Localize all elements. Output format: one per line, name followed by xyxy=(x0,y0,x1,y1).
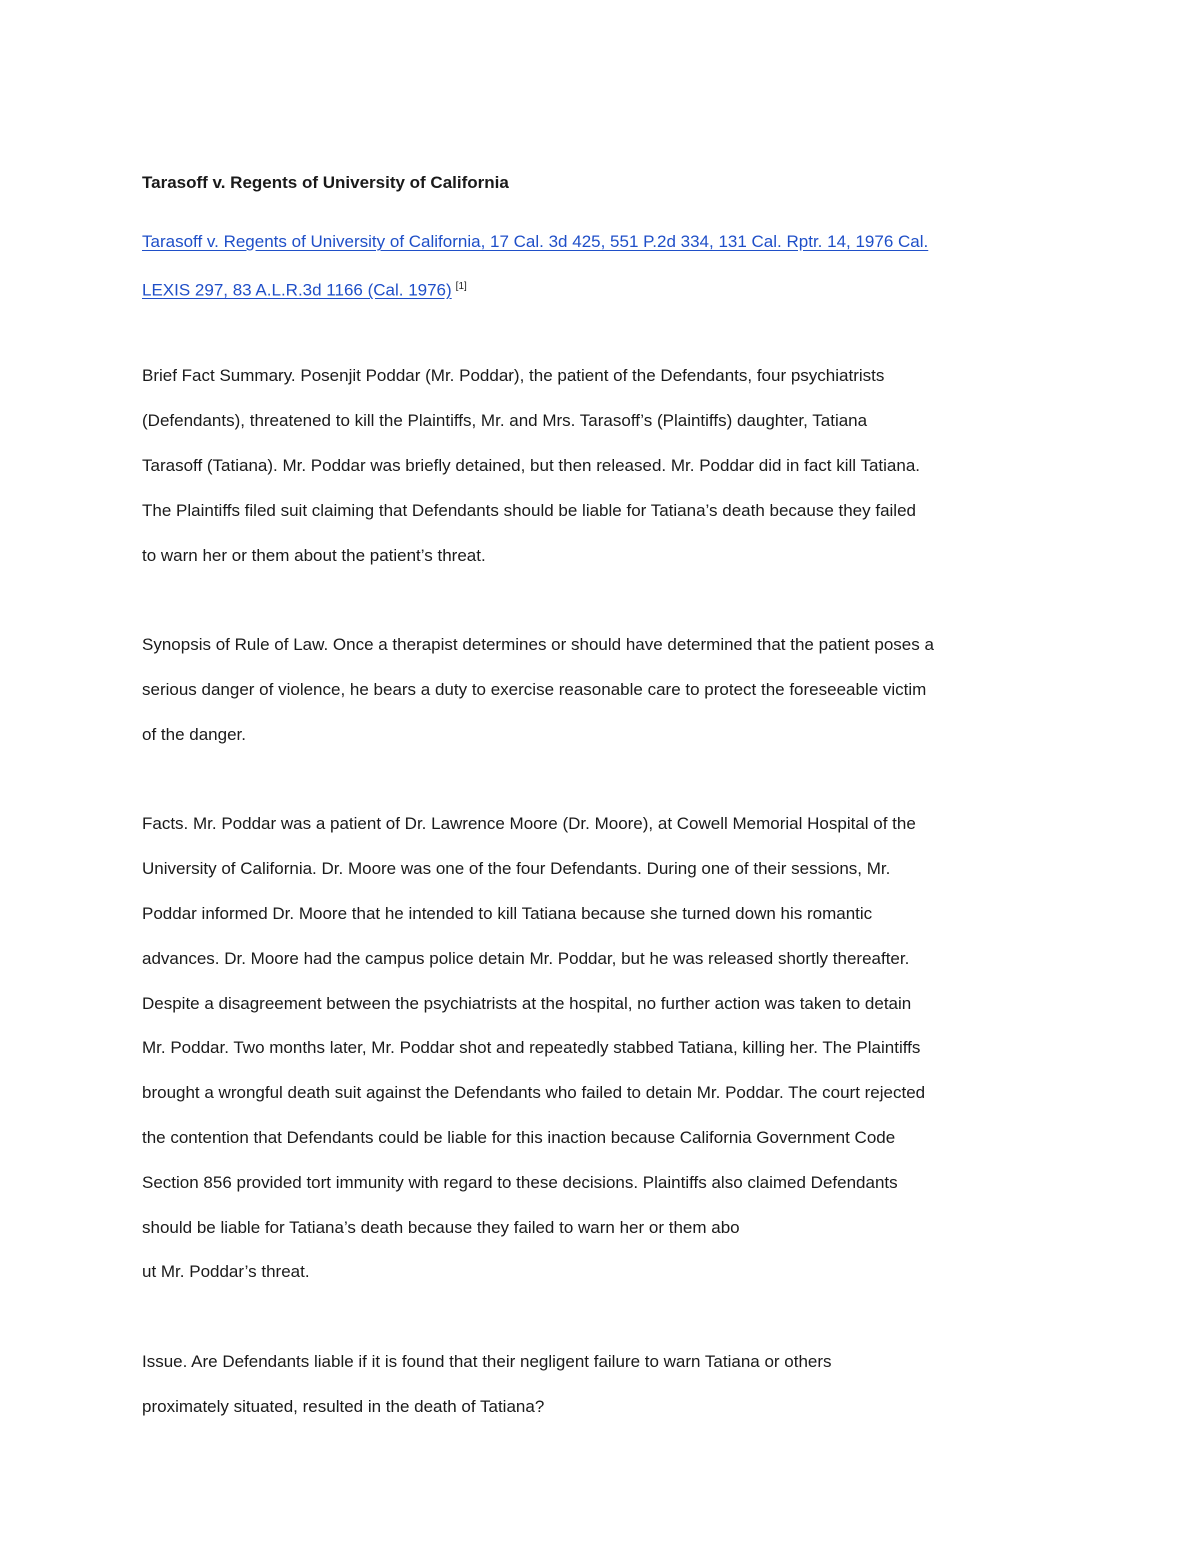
citation-line-2[interactable] xyxy=(142,265,1072,310)
facts-line: Mr. Poddar. Two months later, Mr. Poddar shot and repeatedly stabbed Tatiana, killing her. The Plaintiffs xyxy=(142,1038,921,1058)
brief-fact-summary-line: to warn her or them about the patient’s threat. xyxy=(142,545,486,565)
case-title: Tarasoff v. Regents of University of California xyxy=(142,173,509,192)
synopsis-line: Synopsis of Rule of Law. Once a therapist determines or should have determined that the patient poses a xyxy=(142,635,934,655)
brief-fact-summary-line: Tarasoff (Tatiana). Mr. Poddar was briefly detained, but then released. Mr. Poddar did in fact kill Tatiana. xyxy=(142,455,921,475)
citation-link-1[interactable]: Tarasoff v. Regents of University of California, 17 Cal. 3d 425, 551 P.2d 334, 131 Cal. Rptr. 14, 1976 Cal. xyxy=(142,232,929,251)
synopsis-line: serious danger of violence, he bears a duty to exercise reasonable care to protect the foreseeable victim xyxy=(142,679,927,699)
brief-fact-summary-paragraph xyxy=(142,354,1072,578)
citation-link-2[interactable]: LEXIS 297, 83 A.L.R.3d 1166 (Cal. 1976) xyxy=(142,280,452,300)
facts-line: Section 856 provided tort immunity with regard to these decisions. Plaintiffs also claimed Defendants xyxy=(142,1172,898,1192)
facts-line: advances. Dr. Moore had the campus police detain Mr. Poddar, but he was released shortly thereafter. xyxy=(142,948,910,968)
brief-fact-summary-line: (Defendants), threatened to kill the Plaintiffs, Mr. and Mrs. Tarasoff’s (Plaintiffs) daughter, Tatiana xyxy=(142,411,868,431)
paragraph-spacer xyxy=(142,1295,1072,1340)
facts-line: Despite a disagreement between the psychiatrists at the hospital, no further action was taken to detain xyxy=(142,993,912,1013)
footnote-marker[interactable]: [1] xyxy=(455,280,467,292)
facts-line: brought a wrongful death suit against the Defendants who failed to detain Mr. Poddar. The court rejected xyxy=(142,1083,926,1103)
synopsis-line: of the danger. xyxy=(142,724,246,744)
issue-line: proximately situated, resulted in the death of Tatiana? xyxy=(142,1396,545,1416)
facts-paragraph xyxy=(142,802,1072,1295)
facts-line: Poddar informed Dr. Moore that he intended to kill Tatiana because she turned down his romantic xyxy=(142,903,873,923)
document-body xyxy=(142,168,1072,1430)
brief-fact-summary-line: The Plaintiffs filed suit claiming that Defendants should be liable for Tatiana’s death because they failed xyxy=(142,500,916,520)
issue-line: Issue. Are Defendants liable if it is found that their negligent failure to warn Tatiana or others xyxy=(142,1351,832,1371)
paragraph-spacer xyxy=(142,310,1072,355)
facts-line: the contention that Defendants could be liable for this inaction because California Government Code xyxy=(142,1127,896,1147)
synopsis-paragraph xyxy=(142,623,1072,757)
citation-line-1[interactable] xyxy=(142,220,1072,265)
case-citation xyxy=(142,220,1072,310)
paragraph-spacer xyxy=(142,578,1072,623)
brief-fact-summary-line: Brief Fact Summary. Posenjit Poddar (Mr. Poddar), the patient of the Defendants, four psychiatrists xyxy=(142,366,885,386)
facts-line: ut Mr. Poddar’s threat. xyxy=(142,1262,310,1282)
facts-line: Facts. Mr. Poddar was a patient of Dr. Lawrence Moore (Dr. Moore), at Cowell Memorial Hospital of the xyxy=(142,814,916,834)
facts-line: should be liable for Tatiana’s death because they failed to warn her or them abo xyxy=(142,1217,740,1237)
issue-paragraph xyxy=(142,1340,1072,1430)
paragraph-spacer xyxy=(142,758,1072,803)
facts-line: University of California. Dr. Moore was one of the four Defendants. During one of their sessions, Mr. xyxy=(142,859,891,879)
